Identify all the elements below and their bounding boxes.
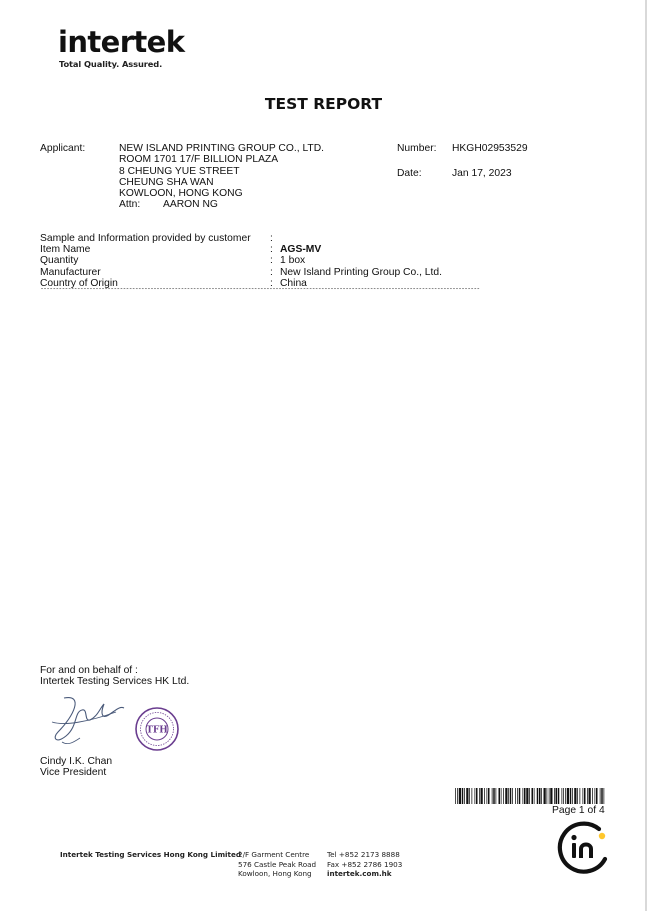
applicant-line: CHEUNG SHA WAN [119,177,214,188]
footer-website: intertek.com.hk [327,869,392,878]
seal-text: TFH [146,725,168,736]
sample-row-label: Item Name [40,244,91,255]
signature-icon [44,692,126,750]
sample-colon: : [270,233,273,244]
sample-row-value: New Island Printing Group Co., Ltd. [280,267,442,278]
footer-company: Intertek Testing Services Hong Kong Limited [60,850,241,859]
sample-row-label: Quantity [40,255,79,266]
sample-row-label: Country of Origin [40,278,118,289]
barcode-icon [455,788,605,804]
logo-wordmark: intertek [58,25,185,59]
footer-contact [327,850,402,879]
attn-label: Attn: [119,199,141,210]
footer-address-line: 2/F Garment Centre [238,850,310,859]
asterisk-separator: ************************************************************************************************************************************************ [40,288,480,294]
date-label: Date: [397,168,422,179]
report-title: TEST REPORT [264,95,383,113]
applicant-line: KOWLOON, HONG KONG [119,188,243,199]
number-label: Number: [397,143,437,154]
sample-colon: : [270,267,273,278]
company-name: Intertek Testing Services HK Ltd. [40,676,190,687]
intertek-logo [58,26,188,72]
signer-name: Cindy I.K. Chan [40,756,113,767]
signer-title: Vice President [40,767,107,778]
sample-row-value: China [280,278,307,289]
applicant-line: NEW ISLAND PRINTING GROUP CO., LTD. [119,143,325,154]
footer-fax: Fax +852 2786 1903 [327,859,403,869]
page-indicator: Page 1 of 4 [552,805,605,816]
applicant-line: ROOM 1701 17/F BILLION PLAZA [119,154,279,165]
applicant-line: 8 CHEUNG YUE STREET [119,166,240,177]
sample-colon: : [270,278,273,289]
sample-heading: Sample and Information provided by customer [40,233,251,244]
sample-row-value: 1 box [280,255,306,266]
date-value: Jan 17, 2023 [452,168,512,179]
number-value: HKGH02953529 [452,143,528,154]
sample-colon: : [270,255,273,266]
intertek-in-logo-icon [555,819,611,875]
attn-name: AARON NG [163,199,218,210]
company-seal-icon [134,706,180,752]
footer-address [238,850,316,879]
applicant-label: Applicant: [40,143,86,154]
footer-address-line: 576 Castle Peak Road [238,859,317,869]
footer-address-line: Kowloon, Hong Kong [238,869,312,878]
logo-tagline: Total Quality. Assured. [59,59,163,69]
on-behalf-text: For and on behalf of : [40,665,138,676]
sample-colon: : [270,244,273,255]
sample-row-label: Manufacturer [40,267,101,278]
sample-row-value: AGS-MV [280,244,322,255]
footer-tel: Tel +852 2173 8888 [327,850,400,859]
